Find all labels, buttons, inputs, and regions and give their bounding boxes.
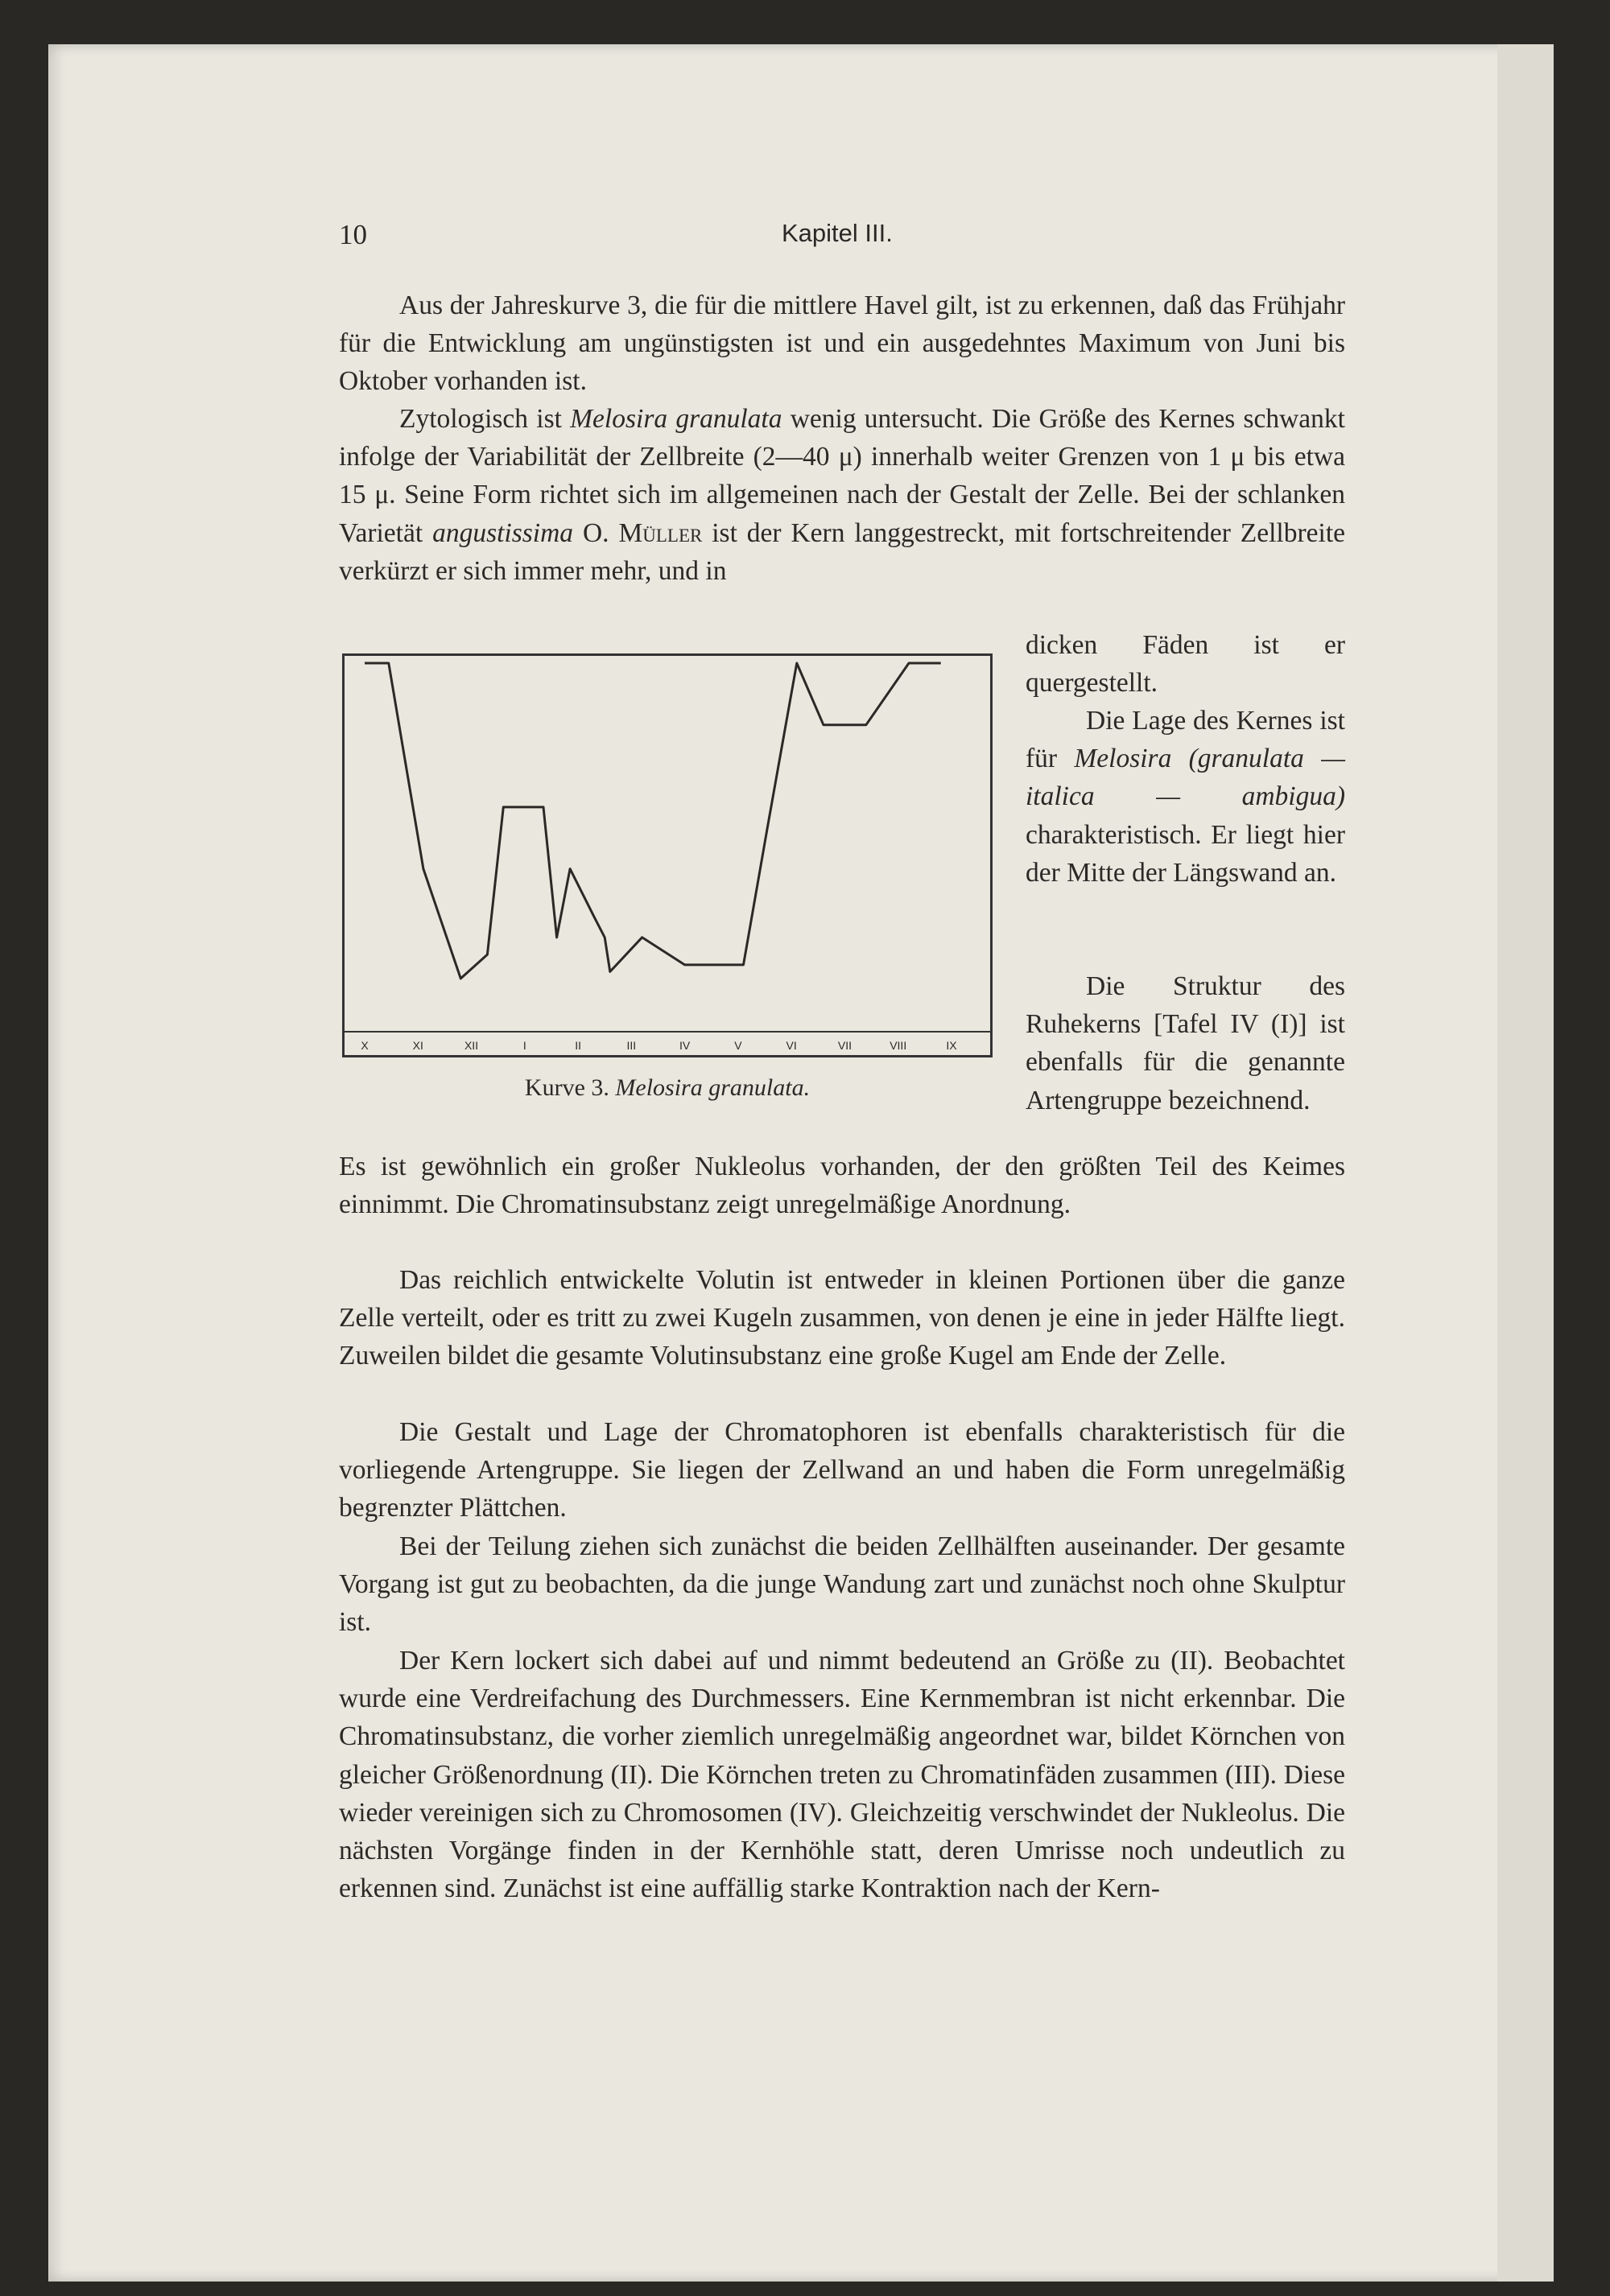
tick-label: II xyxy=(575,1039,581,1052)
tick-label: XI xyxy=(412,1039,423,1052)
paragraph-2-text-d: ist der Kern langgestreckt, mit fortschreitender Zellbreite verkürzt er sich immer mehr, und in xyxy=(339,517,1345,586)
species-group: Melosira (granulata — italica — ambigua) xyxy=(1026,744,1346,812)
paragraph-5 xyxy=(339,1413,1345,1527)
page-edge xyxy=(1497,44,1554,2282)
paragraph-1-text: Aus der Jahreskurve 3, die für die mittlere Havel gilt, ist zu erkennen, daß das Frühjahr für die Entwicklung am ungünstigsten ist und ein ausgedehntes Maximum von Juni bis Oktober vorhanden ist. xyxy=(339,291,1345,397)
figure-caption xyxy=(342,1074,993,1102)
paragraph-4 xyxy=(339,1261,1345,1375)
tick-label: VII xyxy=(837,1039,852,1052)
side-text-1-content: dicken Fäden ist er quergestellt. xyxy=(1026,630,1345,699)
side-text-1 xyxy=(1026,626,1345,702)
paragraph-6-text: Bei der Teilung ziehen sich zunächst die beiden Zellhälften auseinander. Der gesamte Vorgang ist gut zu beobachten, da die junge Wandung zart und zunächst noch ohne Skulptur ist. xyxy=(339,1531,1345,1638)
paragraph-7-text: Der Kern lockert sich dabei auf und nimmt bedeutend an Größe zu (II). Beobachtet wurde eine Verdreifachung des Durchmessers. Eine Kernmembran ist nicht erkennbar. Die Chromatinsubstanz, die vorher ziemlich unregelmäßig angeordnet war, bildet Körnchen von gleicher Größenordnung (II). Die Körnchen treten zu Chromatinfäden zusammen (III). Diese wieder vereinigen sich zu Chromosomen (IV). Gleichzeitig verschwindet der Nukleolus. Die nächsten Vorgänge finden in der Kernhöhle statt, deren Umrisse noch undeutlich zu erkennen sind. Zunächst ist eine auffällig starke Kontraktion nach der Kern- xyxy=(339,1646,1345,1904)
paragraph-3-text: Es ist gewöhnlich ein großer Nukleolus vorhanden, der den größten Teil des Keimes einnimmt. Die Chromatinsubstanz zeigt unregelmäßige Anordnung. xyxy=(339,1152,1345,1220)
paragraph-1 xyxy=(339,286,1345,401)
tick-label: IX xyxy=(946,1039,957,1052)
tick-label: IV xyxy=(679,1039,691,1052)
page-number: 10 xyxy=(339,219,367,250)
caption-species: Melosira granulata. xyxy=(615,1074,811,1101)
author-name: Müller xyxy=(618,517,703,548)
paragraph-2-text-b: wenig untersucht. Die Größe des Kernes schwankt infolge der Variabilität der Zellbreite (2—40 μ) innerhalb weiter Grenzen von 1 μ bis etwa 15 μ. Seine Form richtet sich im allgemeinen nach der Gestalt der Zelle. Bei der schlanken Varietät xyxy=(339,404,1345,548)
side-text-3-content: Die Struktur des Ruhekerns [Tafel IV (I)] ist ebenfalls für die genannte Artengruppe bezeichnend. xyxy=(1026,971,1345,1115)
variety-name: angustissima xyxy=(432,517,574,548)
side-text-2-a: Die Lage des Kernes ist für xyxy=(1026,706,1345,774)
side-text-3 xyxy=(1026,967,1345,1119)
chapter-title: Kapitel III. xyxy=(782,219,893,247)
side-text-2 xyxy=(1026,702,1345,892)
caption-label: Kurve 3. xyxy=(524,1074,609,1101)
side-text-2-b: charakteristisch. Er liegt hier der Mitte der Längswand an. xyxy=(1026,819,1345,888)
tick-label: I xyxy=(522,1039,526,1052)
tick-label: V xyxy=(734,1039,742,1052)
tick-label: X xyxy=(361,1039,369,1052)
paragraph-5-text: Die Gestalt und Lage der Chromatophoren ist ebenfalls charakteristisch für die vorliegende Artengruppe. Sie liegen der Zellwand an und haben die Form unregelmäßig begrenzter Plättchen. xyxy=(339,1417,1345,1523)
paragraph-6 xyxy=(339,1527,1345,1642)
paragraph-2 xyxy=(339,400,1345,590)
paragraph-4-text: Das reichlich entwickelte Volutin ist entweder in kleinen Portionen über die ganze Zelle verteilt, oder es tritt zu zwei Kugeln zusammen, von denen je eine in jeder Hälfte liegt. Zuweilen bildet die gesamte Volutinsubstanz eine große Kugel am Ende der Zelle. xyxy=(339,1265,1345,1371)
paragraph-3 xyxy=(339,1148,1345,1223)
series-line xyxy=(365,663,941,979)
tick-label: III xyxy=(626,1039,637,1052)
page-header xyxy=(339,219,1345,259)
paragraph-2-text-a: Zytologisch ist xyxy=(399,404,571,434)
jahreskurve-chart xyxy=(342,653,993,1057)
tick-label: XII xyxy=(464,1039,479,1052)
tick-label: VIII xyxy=(890,1039,907,1052)
tick-label: VI xyxy=(786,1039,797,1052)
paragraph-2-text-c: O. xyxy=(573,517,619,548)
species-name: Melosira granulata xyxy=(570,404,782,434)
paragraph-7 xyxy=(339,1642,1345,1907)
